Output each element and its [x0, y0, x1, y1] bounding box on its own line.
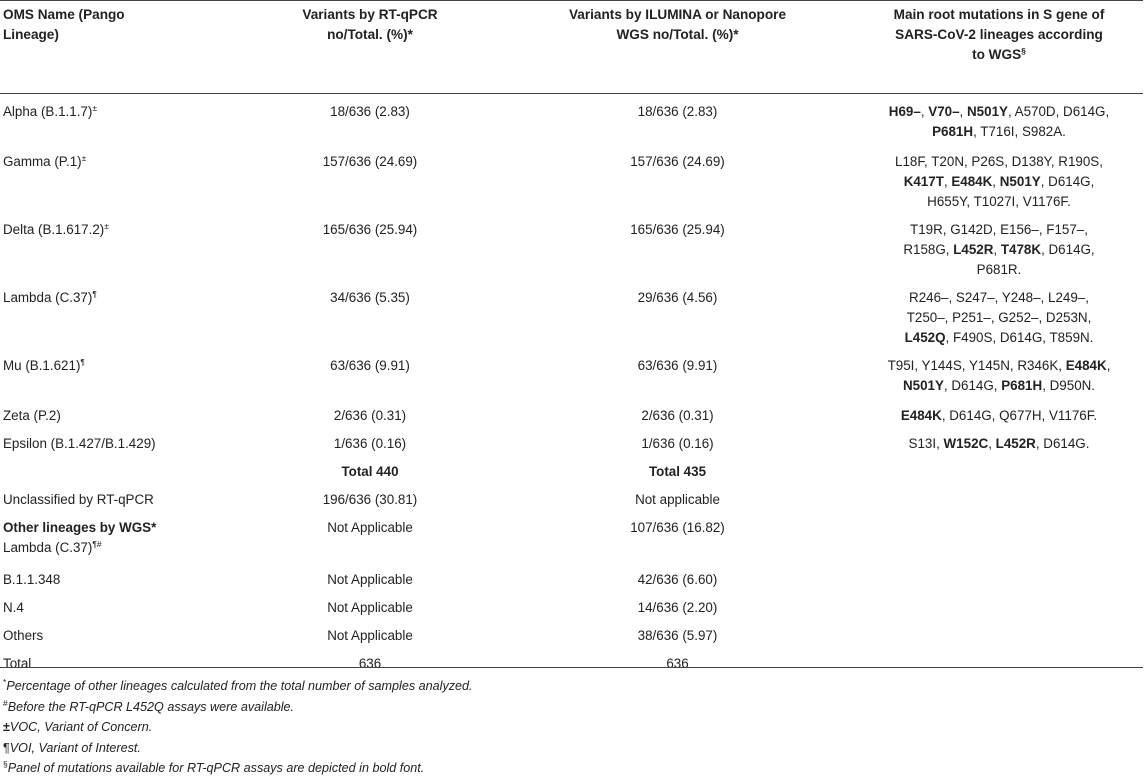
mutation-line [855, 102, 1143, 122]
footnote [3, 717, 473, 738]
mutation-line [855, 328, 1143, 348]
table-row [0, 348, 1143, 398]
key-mutation: L452R [995, 435, 1036, 451]
mutation-text: R246–, S247–, Y248–, L249–, [909, 289, 1089, 305]
table-row [0, 398, 1143, 426]
wgs-value-text: Not applicable [635, 491, 720, 507]
wgs-value [500, 144, 855, 212]
footnote-mark: * [3, 677, 7, 687]
mutation-text: , [920, 104, 929, 119]
wgs-value-text: 14/636 (2.20) [637, 599, 718, 615]
rtpcr-total-text: Total 440 [341, 463, 399, 479]
empty-cell [855, 562, 1143, 590]
rtpcr-value [240, 280, 500, 348]
header-rtpcr [240, 1, 500, 94]
rtpcr-value [240, 426, 500, 454]
rtpcr-value [240, 510, 500, 562]
mutation-line [855, 406, 1143, 426]
footnote-text: Percentage of other lineages calculated from the total number of samples analyzed. [6, 679, 473, 693]
wgs-value-text: 2/636 (0.31) [641, 407, 714, 423]
rtpcr-value-text: 196/636 (30.81) [322, 491, 418, 507]
footnote-text: VOI, Variant of Interest. [9, 740, 141, 755]
rtpcr-value-text: 2/636 (0.31) [333, 407, 407, 423]
footnote-text: VOC, Variant of Concern. [9, 720, 153, 734]
lineage-mark: ¶ [80, 356, 85, 367]
wgs-value [500, 398, 855, 426]
lineage-name: Mu (B.1.621) [3, 357, 81, 373]
mutation-text: , D614G, [943, 377, 1002, 393]
header-mutations-mark: § [1021, 46, 1026, 56]
key-mutation: E484K [951, 173, 993, 189]
lineage-name: Alpha (B.1.1.7) [3, 104, 93, 119]
table-row [0, 590, 1143, 618]
wgs-value-text: 18/636 (2.83) [637, 104, 718, 119]
header-row [0, 1, 1143, 94]
rtpcr-value [240, 618, 500, 646]
header-mutations-line3-text: to WGS [972, 47, 1022, 62]
mutations-cell [855, 398, 1143, 426]
mutation-text: T19R, G142D, E156–, F157–, [910, 221, 1088, 237]
footnote-mark: # [3, 697, 8, 708]
wgs-value [500, 562, 855, 590]
mutation-text: L18F, T20N, P26S, D138Y, R190S, [895, 153, 1103, 169]
footnote [3, 676, 473, 697]
mutation-text: , D950N. [1042, 377, 1096, 393]
key-mutation: E484K [900, 407, 942, 423]
footnote-mark: ± [3, 720, 10, 734]
wgs-value-text: 107/636 (16.82) [630, 519, 725, 535]
header-wgs-line1: Variants by ILUMINA or Nanopore [568, 7, 787, 22]
wgs-value [500, 646, 855, 674]
table-row [0, 562, 1143, 590]
lineage-name-cell [0, 94, 240, 144]
lineage-name: Epsilon (B.1.427/B.1.429) [3, 435, 156, 451]
key-mutation: L452R [953, 241, 994, 257]
wgs-total [500, 454, 855, 482]
lineage-name: Lambda (C.37) [3, 289, 93, 305]
mutation-text: R158G, [903, 241, 954, 257]
lineage-name: Lambda (C.37) [3, 539, 93, 555]
empty-cell [855, 482, 1143, 510]
lineage-name: Total [3, 655, 32, 671]
mutation-text: , [943, 173, 952, 189]
rtpcr-value-text: Not Applicable [327, 627, 413, 643]
mutation-text: H655Y, T1027I, V1176F. [927, 193, 1071, 209]
rtpcr-value-text: 157/636 (24.69) [322, 153, 418, 169]
wgs-value [500, 618, 855, 646]
rtpcr-total [240, 454, 500, 482]
wgs-value-text: 636 [666, 655, 689, 671]
wgs-value [500, 94, 855, 144]
lineage-name-cell [0, 398, 240, 426]
empty-cell [855, 646, 1143, 674]
mutation-text: , [988, 435, 996, 451]
rtpcr-value-text: 1/636 (0.16) [333, 435, 407, 451]
lineage-name-cell [0, 280, 240, 348]
lineage-name-cell [0, 618, 240, 646]
wgs-value [500, 590, 855, 618]
lineage-name-cell [0, 510, 240, 562]
table-row [0, 646, 1143, 674]
lineage-mark: ± [104, 220, 109, 231]
rtpcr-value [240, 348, 500, 398]
footnote [3, 738, 473, 759]
header-rtpcr-line2: no/Total. (%)* [327, 27, 413, 42]
lineage-name: Others [3, 627, 44, 643]
lineage-name-cell [0, 562, 240, 590]
lineage-mark: ± [92, 103, 97, 113]
mutation-line [855, 192, 1143, 212]
rtpcr-value [240, 646, 500, 674]
header-rtpcr-line1: Variants by RT-qPCR [302, 7, 438, 22]
lineage-name-cell [0, 590, 240, 618]
wgs-value [500, 482, 855, 510]
wgs-value [500, 280, 855, 348]
key-mutation: P681H [1001, 377, 1043, 393]
key-mutation: K417T [903, 173, 944, 189]
table-bottom-rule [0, 667, 1143, 668]
mutation-line [855, 376, 1143, 396]
wgs-value-text: 38/636 (5.97) [637, 627, 718, 643]
lineage-name: Delta (B.1.617.2) [3, 221, 105, 237]
footnote [3, 758, 473, 779]
header-mutations [855, 1, 1143, 94]
totals-empty [855, 454, 1143, 482]
mutation-text: , [993, 241, 1001, 257]
rtpcr-value-text: Not Applicable [327, 519, 413, 535]
wgs-value [500, 212, 855, 280]
lineage-name: N.4 [3, 599, 24, 615]
mutation-text: T250–, P251–, G252–, D253N, [906, 309, 1092, 325]
rtpcr-value-text: 18/636 (2.83) [330, 104, 410, 119]
rtpcr-value [240, 212, 500, 280]
lineage-mark: ± [81, 152, 87, 163]
mutation-line [855, 240, 1143, 260]
lineage-name: Zeta (P.2) [3, 407, 61, 423]
header-oms-name-text: OMS Name (Pango Lineage) [3, 7, 125, 42]
footnote-mark: ¶ [3, 740, 10, 755]
wgs-value [500, 510, 855, 562]
mutation-text: , T716I, S982A. [973, 124, 1066, 139]
mutation-line [855, 308, 1143, 328]
mutation-text: , F490S, D614G, T859N. [945, 329, 1094, 345]
mutation-line [855, 172, 1143, 192]
wgs-value-text: 157/636 (24.69) [630, 153, 725, 169]
wgs-value-text: 1/636 (0.16) [641, 435, 714, 451]
mutation-text: , A570D, D614G, [1007, 104, 1110, 119]
wgs-value [500, 348, 855, 398]
header-wgs [500, 1, 855, 94]
mutation-line [855, 356, 1143, 376]
table-row [0, 426, 1143, 454]
empty-cell [855, 510, 1143, 562]
mutation-text: S13I, [908, 435, 944, 451]
table-row [0, 280, 1143, 348]
other-lineages-heading: Other lineages by WGS* [3, 519, 157, 535]
header-mutations-line2: SARS-CoV-2 lineages according [895, 27, 1103, 42]
wgs-value [500, 426, 855, 454]
mutations-cell [855, 144, 1143, 212]
key-mutation: E484K [1065, 357, 1107, 373]
mutations-cell [855, 280, 1143, 348]
mutation-line [855, 288, 1143, 308]
table-row [0, 212, 1143, 280]
lineage-name: Unclassified by RT-qPCR [3, 491, 154, 507]
rtpcr-value [240, 398, 500, 426]
rtpcr-value [240, 94, 500, 144]
table-row [0, 482, 1143, 510]
key-mutation: N501Y [902, 377, 944, 393]
rtpcr-value-text: 636 [358, 655, 382, 671]
lineage-name-cell [0, 646, 240, 674]
key-mutation: P681H [932, 124, 974, 139]
footnote-mark: § [3, 759, 8, 769]
lineage-name-cell [0, 426, 240, 454]
wgs-value-text: 165/636 (25.94) [630, 221, 725, 237]
lineage-name-cell [0, 144, 240, 212]
table-body [0, 94, 1143, 674]
header-mutations-line1: Main root mutations in S gene of [893, 7, 1105, 22]
mutations-cell [855, 94, 1143, 144]
mutation-line [855, 122, 1143, 142]
mutation-line [855, 434, 1143, 454]
lineage-name-cell [0, 348, 240, 398]
footnote-text: Before the RT-qPCR L452Q assays were available. [7, 699, 295, 714]
mutation-text: , [1106, 357, 1111, 373]
mutations-cell [855, 348, 1143, 398]
rtpcr-value-text: Not Applicable [327, 571, 413, 587]
header-oms-name [0, 1, 240, 94]
mutation-line [855, 152, 1143, 172]
lineage-name: B.1.1.348 [3, 571, 61, 587]
rtpcr-value [240, 144, 500, 212]
rtpcr-value-text: 34/636 (5.35) [330, 289, 410, 305]
key-mutation: N501Y [967, 104, 1008, 119]
wgs-value-text: 63/636 (9.91) [637, 357, 718, 373]
footnotes [3, 676, 473, 779]
mutation-line [855, 220, 1143, 240]
table-row [0, 94, 1143, 144]
mutation-text: P681R. [976, 261, 1022, 277]
key-mutation: T478K [1000, 241, 1042, 257]
footnote [3, 697, 473, 718]
rtpcr-value [240, 562, 500, 590]
mutations-cell [855, 426, 1143, 454]
rtpcr-value-text: Not Applicable [327, 599, 413, 615]
wgs-value-text: 29/636 (4.56) [637, 289, 718, 305]
key-mutation: L452Q [904, 329, 946, 345]
empty-cell [855, 590, 1143, 618]
table-row [0, 618, 1143, 646]
wgs-value-text: 42/636 (6.60) [637, 571, 718, 587]
mutation-line [855, 260, 1143, 280]
totals-empty [0, 454, 240, 482]
table-row [0, 144, 1143, 212]
mutation-text: , D614G, Q677H, V1176F. [941, 407, 1098, 423]
lineage-name-line [3, 538, 240, 558]
footnote-text: Panel of mutations available for RT-qPCR assays are depicted in bold font. [7, 761, 425, 775]
lineage-name-cell [0, 482, 240, 510]
lineage-name-cell [0, 212, 240, 280]
key-mutation: W152C [943, 435, 989, 451]
mutation-text: , D614G, [1041, 241, 1095, 257]
wgs-total-text: Total 435 [648, 463, 707, 479]
mutations-cell [855, 212, 1143, 280]
mutation-text: , D614G, [1040, 173, 1095, 189]
rtpcr-value [240, 482, 500, 510]
mutation-text: , D614G. [1035, 435, 1090, 451]
lineage-mark: ¶ [92, 288, 97, 299]
empty-cell [855, 618, 1143, 646]
mutation-text: , [992, 173, 1000, 189]
key-mutation: H69– [888, 104, 921, 119]
rtpcr-value [240, 590, 500, 618]
key-mutation: N501Y [999, 173, 1041, 189]
key-mutation: V70– [928, 104, 960, 119]
mutation-text: , [959, 104, 967, 119]
header-wgs-line2: WGS no/Total. (%)* [616, 27, 739, 42]
table-row [0, 510, 1143, 562]
mutation-text: T95I, Y144S, Y145N, R346K, [887, 357, 1066, 373]
totals-row [0, 454, 1143, 482]
lineage-name: Gamma (P.1) [3, 153, 82, 169]
header-mutations-line3 [855, 45, 1143, 65]
rtpcr-value-text: 63/636 (9.91) [330, 357, 410, 373]
lineage-mark: ¶# [92, 538, 102, 549]
rtpcr-value-text: 165/636 (25.94) [322, 221, 418, 237]
